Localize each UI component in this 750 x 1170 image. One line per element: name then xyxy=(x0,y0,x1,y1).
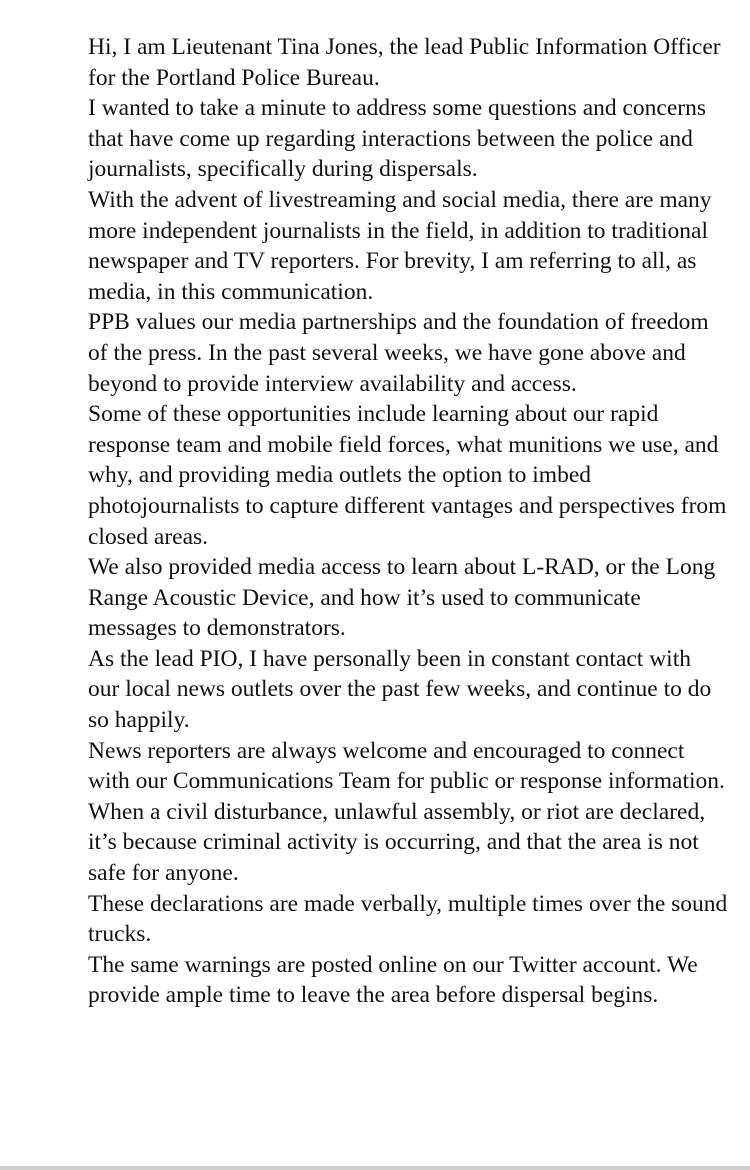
paragraph: News reporters are always welcome and encouraged to connect with our Communications Team for public or response information. xyxy=(88,737,725,795)
paragraph: These declarations are made verbally, multiple times over the sound trucks. xyxy=(88,890,728,948)
statement-text xyxy=(88,32,728,1011)
paragraph: The same warnings are posted online on our Twitter account. We provide ample time to leave the area before dispersal begins. xyxy=(88,951,698,1009)
paragraph: I wanted to take a minute to address some questions and concerns that have come up regarding interactions between the police and journalists, specifically during dispersals. xyxy=(88,95,707,183)
paragraph: Some of these opportunities include learning about our rapid response team and mobile field forces, what munitions we use, and why, and providing media outlets the option to imbed photojournalists to capture different vantages and perspectives from closed areas. xyxy=(88,401,727,550)
paragraph: As the lead PIO, I have personally been in constant contact with our local news outlets over the past few weeks, and continue to do so happily. xyxy=(88,645,712,734)
paragraph: With the advent of livestreaming and social media, there are many more independent journalists in the field, in addition to traditional newspaper and TV reporters. For brevity, I am referring to all, as media, in this communication. xyxy=(88,186,712,305)
paragraph: We also provided media access to learn about L-RAD, or the Long Range Acoustic Device, and how it’s used to communicate messages to demonstrators. xyxy=(88,554,716,642)
paragraph: Hi, I am Lieutenant Tina Jones, the lead Public Information Officer for the Portland Police Bureau. xyxy=(88,34,721,91)
bottom-divider xyxy=(0,1166,750,1170)
paragraph: PPB values our media partnerships and the foundation of freedom of the press. In the past several weeks, we have gone above and beyond to provide interview availability and access. xyxy=(88,309,709,397)
paragraph: When a civil disturbance, unlawful assembly, or riot are declared, it’s because criminal activity is occurring, and that the area is not safe for anyone. xyxy=(88,798,706,887)
